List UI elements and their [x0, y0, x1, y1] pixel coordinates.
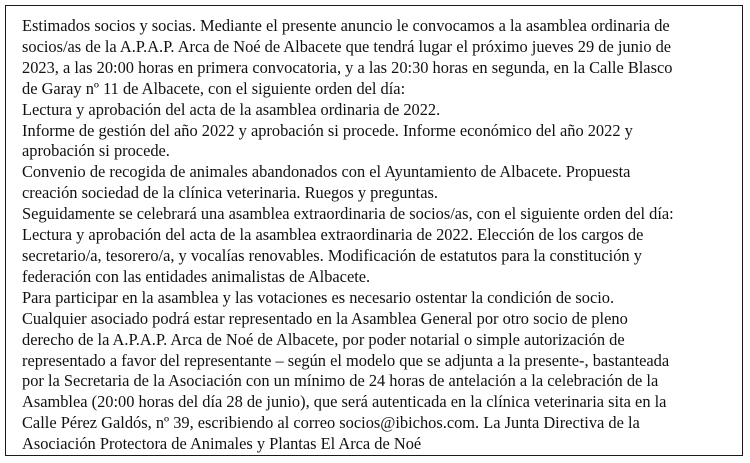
notice-line: secretario/a, tesorero/a, y vocalías renovables. Modificación de estatutos para la constitución y	[22, 245, 642, 265]
notice-line: Informe de gestión del año 2022 y aprobación si procede. Informe económico del año 2022 y	[22, 120, 633, 140]
notice-text	[22, 16, 732, 455]
notice-line: Cualquier asociado podrá estar representado en la Asamblea General por otro socio de pleno	[22, 308, 628, 328]
notice-line: Convenio de recogida de animales abandonados con el Ayuntamiento de Albacete. Propuesta	[22, 162, 631, 182]
notice-line: de Garay nº 11 de Albacete, con el siguiente orden del día:	[22, 78, 406, 98]
notice-line: Estimados socios y socias. Mediante el presente anuncio le convocamos a la asamblea ordinaria de	[22, 16, 670, 35]
notice-line: por la Secretaria de la Asociación con un mínimo de 24 horas de antelación a la celebración de la	[22, 371, 659, 391]
notice-line: aprobación si procede.	[22, 141, 170, 161]
notice-line: socios/as de la A.P.A.P. Arca de Noé de Albacete que tendrá lugar el próximo jueves 29 de junio de	[22, 36, 672, 56]
notice-line: Calle Pérez Galdós, nº 39, escribiendo al correo socios@ibichos.com. La Junta Directiva de la	[22, 413, 640, 433]
notice-line: Lectura y aprobación del acta de la asamblea extraordinaria de 2022. Elección de los cargos de	[22, 225, 644, 245]
notice-line: Seguidamente se celebrará una asamblea extraordinaria de socios/as, con el siguiente orden del día:	[22, 204, 674, 224]
notice-line: federación con las entidades animalistas de Albacete.	[22, 266, 371, 286]
notice-line: creación sociedad de la clínica veterinaria. Ruegos y preguntas.	[22, 183, 438, 203]
notice-line: derecho de la A.P.A.P. Arca de Noé de Albacete, por poder notarial o simple autorización de	[22, 329, 625, 349]
notice-line: 2023, a las 20:00 horas en primera convocatoria, y a las 20:30 horas en segunda, en la Calle Blasco	[22, 57, 673, 77]
notice-line: Lectura y aprobación del acta de la asamblea ordinaria de 2022.	[22, 99, 441, 119]
notice-line: representado a favor del representante – según el modelo que se adjunta a la presente-, bastanteada	[22, 350, 670, 370]
notice-line: Para participar en la asamblea y las votaciones es necesario ostentar la condición de socio.	[22, 287, 615, 307]
notice-line: Asamblea (20:00 horas del día 28 de junio), que será autenticada en la clínica veterinaria sita en la	[22, 392, 667, 412]
notice-line: Asociación Protectora de Animales y Plantas El Arca de Noé	[22, 434, 422, 454]
notice-box	[5, 5, 743, 456]
